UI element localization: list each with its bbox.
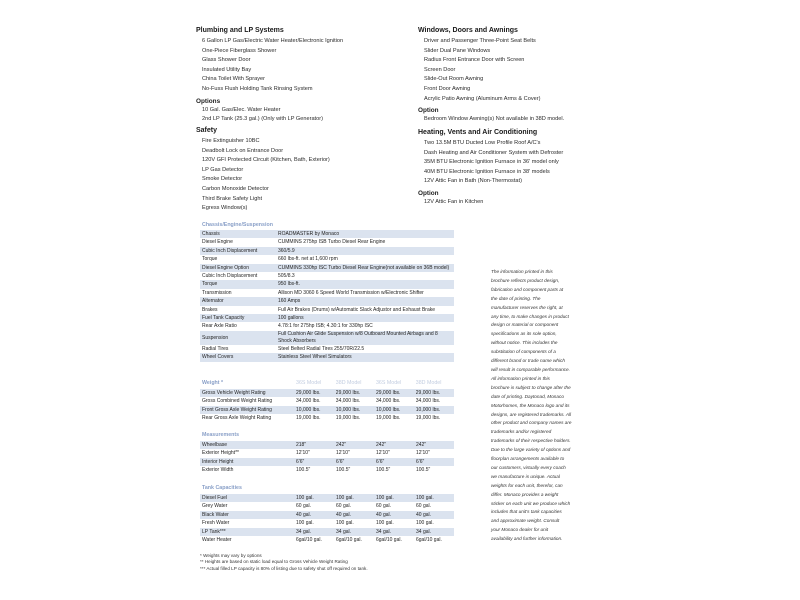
cell-value: 6gal/10 gal. bbox=[376, 537, 402, 544]
table-row bbox=[200, 272, 454, 280]
disclaimer-line: different brand or trade name which bbox=[491, 358, 565, 364]
table-row bbox=[200, 466, 454, 474]
disclaimer-line: The information printed in this bbox=[491, 269, 553, 274]
cell-value: 34,000 lbs. bbox=[375, 398, 401, 405]
model-header: 38D Model bbox=[415, 380, 442, 387]
list-item: Third Brake Safety Light bbox=[202, 195, 263, 202]
cell-value: 10,000 lbs. bbox=[414, 406, 454, 414]
cell-value: 100 gal. bbox=[336, 520, 354, 527]
cell-value: 34,000 lbs. bbox=[335, 398, 361, 405]
cell-value: 100.5" bbox=[296, 467, 311, 474]
row-label: Diesel Fuel bbox=[200, 494, 294, 502]
disclaimer bbox=[491, 268, 609, 544]
model-header: 38D Model bbox=[335, 380, 362, 387]
tanks-title: Tank Capacities bbox=[202, 485, 242, 492]
cell-value: 19,000 lbs. bbox=[415, 415, 441, 422]
cell-value: 40 gal. bbox=[294, 511, 334, 519]
cell-value: 218" bbox=[294, 441, 334, 449]
spec-label: Diesel Engine Option bbox=[200, 264, 276, 272]
list-item: 35M BTU Electronic Ignition Furnace in 36' model only bbox=[424, 159, 559, 166]
spec-value: 100 gallons bbox=[276, 314, 454, 322]
row-label: Fresh Water bbox=[202, 520, 230, 527]
plumbing-options-label: Options bbox=[196, 97, 221, 105]
disclaimer-line: Due to the large variety of options and bbox=[491, 447, 571, 453]
spec-label: Chassis bbox=[200, 230, 276, 238]
disclaimer-line: brochure reflects product design, bbox=[491, 277, 560, 283]
list-item: Deadbolt Lock on Entrance Door bbox=[202, 147, 284, 154]
cell-value: 100 gal. bbox=[294, 494, 334, 502]
disclaimer-line: manufacturer reserves the right, at bbox=[491, 304, 563, 310]
spec-label: Rear Axle Ratio bbox=[202, 323, 237, 330]
cell-value: 12'10" bbox=[336, 450, 350, 457]
cell-value: 60 gal. bbox=[336, 503, 352, 510]
measurements-table bbox=[200, 430, 454, 475]
spec-label: Diesel Engine bbox=[202, 239, 233, 246]
cell-value: 12'10" bbox=[296, 450, 310, 457]
disclaimer-line: design or material or component bbox=[491, 322, 559, 328]
cell-value: 6gal/10 gal. bbox=[296, 537, 322, 544]
spec-value: Full Cushion Air Glide Suspension w/8 Outboard Mounted Airbags and 8 Shock Absorbers bbox=[276, 331, 454, 345]
table-row bbox=[200, 314, 454, 322]
heating-option-label: Option bbox=[418, 189, 439, 197]
list-item: Slide-Out Room Awning bbox=[424, 76, 484, 83]
row-label: Exterior Height** bbox=[202, 450, 239, 457]
cell-value: 6'6" bbox=[294, 458, 334, 466]
table-row bbox=[200, 406, 454, 414]
spec-value: Allison MD 3060 6 Speed World Transmission w/Electronic Shifter bbox=[278, 289, 424, 296]
disclaimer-line: your Monaco dealer for unit bbox=[491, 527, 549, 533]
cell-value: 19,000 lbs. bbox=[335, 415, 361, 422]
spec-value: Stainless Steel Wheel Simulators bbox=[276, 353, 454, 361]
footnote: ** Heights are based on static load equal to Gross Vehicle Weight Rating bbox=[200, 559, 348, 565]
cell-value: 40 gal. bbox=[374, 511, 414, 519]
spec-value: 160 Amps bbox=[276, 297, 454, 305]
cell-value: 12'10" bbox=[376, 450, 390, 457]
disclaimer-line: includes that unit's tank capacities bbox=[491, 509, 562, 515]
footnote: * Weights may vary by options bbox=[200, 553, 262, 558]
row-label: Exterior Width bbox=[202, 467, 234, 474]
spec-label: Brakes bbox=[202, 306, 218, 313]
cell-value: 6'6" bbox=[334, 458, 374, 466]
cell-value: 100 gal. bbox=[334, 494, 374, 502]
row-label: Interior Height bbox=[200, 458, 294, 466]
cell-value: 242" bbox=[334, 441, 374, 449]
cell-value: 10,000 lbs. bbox=[334, 406, 374, 414]
disclaimer-line: trademarks of their respective holders. bbox=[491, 438, 571, 444]
spec-value: 360/5.9 bbox=[276, 247, 454, 255]
list-item: Screen Door bbox=[424, 66, 456, 73]
table-row bbox=[200, 230, 454, 238]
list-item: 12V Attic Fan in Bath (Non-Thermostat) bbox=[424, 178, 522, 185]
cell-value: 10,000 lbs. bbox=[374, 406, 414, 414]
list-item: Driver and Passenger Three-Point Seat Belts bbox=[424, 38, 536, 44]
spec-label: Radial Tires bbox=[202, 345, 229, 352]
plumbing-options-list bbox=[196, 106, 396, 125]
spec-label: Alternator bbox=[200, 297, 276, 305]
cell-value: 12'10" bbox=[416, 450, 430, 457]
list-item: 12V Attic Fan in Kitchen bbox=[424, 198, 484, 205]
cell-value: 100 gal. bbox=[296, 520, 314, 527]
windows-list bbox=[418, 37, 618, 104]
spec-value: 950 lbs-ft. bbox=[276, 280, 454, 288]
spec-label: Cubic Inch Displacement bbox=[200, 247, 276, 255]
footnote: *** Actual filled LP capacity is 80% of listing due to safety shut off required on tank. bbox=[200, 565, 368, 571]
list-item: Radius Front Entrance Door with Screen bbox=[424, 57, 525, 64]
model-header: 36S Model bbox=[296, 380, 322, 387]
model-header: 36S Model bbox=[375, 380, 402, 387]
cell-value: 60 gal. bbox=[376, 503, 392, 510]
list-item: 40M BTU Electronic Ignition Furnace in 38' models bbox=[424, 168, 550, 175]
disclaimer-line: without notice. This includes the bbox=[491, 340, 558, 346]
windows-title: Windows, Doors and Awnings bbox=[418, 27, 518, 34]
list-item: Dash Heating and Air Conditioner System with Defroster bbox=[424, 149, 564, 156]
cell-value: 19,000 lbs. bbox=[296, 415, 321, 422]
disclaimer-line: designs, are registered trademarks. All bbox=[491, 411, 572, 417]
spec-value: Full Air Brakes (Drums) w/Automatic Slack Adjustor and Exhaust Brake bbox=[278, 306, 436, 313]
table-row bbox=[200, 289, 454, 297]
weight-table bbox=[200, 378, 454, 423]
disclaimer-line: any time, to make changes in product bbox=[491, 313, 569, 319]
disclaimer-line: trademarks and/or registered bbox=[491, 429, 552, 435]
heating-options-list bbox=[418, 198, 618, 208]
cell-value: 6gal/10 gal. bbox=[416, 537, 442, 544]
cell-value: 60 gal. bbox=[416, 503, 432, 510]
cell-value: 100.5" bbox=[416, 467, 431, 474]
disclaimer-line: will result in comparable performance. bbox=[491, 366, 570, 372]
cell-value: 242" bbox=[374, 441, 414, 449]
safety-title: Safety bbox=[196, 127, 218, 134]
cell-value: 60 gal. bbox=[296, 503, 312, 510]
spec-value: Steel Belted Radial Tires 255/70R/22.5 bbox=[278, 345, 365, 352]
safety-section bbox=[196, 127, 396, 214]
cell-value: 100.5" bbox=[376, 467, 391, 474]
spec-label: Fuel Tank Capacity bbox=[200, 314, 276, 322]
table-row bbox=[200, 331, 454, 345]
table-row bbox=[200, 297, 454, 305]
table-row bbox=[200, 389, 454, 397]
list-item: Slider Dual Pane Windows bbox=[424, 47, 491, 54]
disclaimer-line: the date of printing. The bbox=[491, 295, 541, 301]
row-label: Water Heater bbox=[202, 537, 232, 544]
cell-value: 34 gal. bbox=[374, 528, 414, 536]
row-label: Rear Gross Axle Weight Rating bbox=[202, 415, 272, 422]
list-item: Carbon Monoxide Detector bbox=[202, 185, 269, 192]
table-row bbox=[200, 280, 454, 288]
spec-label: Torque bbox=[200, 280, 276, 288]
cell-value: 34 gal. bbox=[414, 528, 454, 536]
table-row bbox=[200, 345, 454, 353]
list-item: Bedroom Window Awning(s) Not available in 38D model. bbox=[424, 116, 565, 123]
row-label: Grey Water bbox=[202, 503, 228, 510]
cell-value: 100.5" bbox=[336, 467, 351, 474]
cell-value: 100 gal. bbox=[374, 494, 414, 502]
spec-label: Suspension bbox=[200, 331, 276, 345]
heating-title: Heating, Vents and Air Conditioning bbox=[418, 129, 538, 136]
cell-value: 34,000 lbs. bbox=[296, 398, 321, 405]
cell-value: 10,000 lbs. bbox=[294, 406, 334, 414]
disclaimer-line: substitution of components of a bbox=[491, 349, 556, 355]
cell-value: 40 gal. bbox=[334, 511, 374, 519]
cell-value: 100 gal. bbox=[414, 494, 454, 502]
heating-list bbox=[418, 139, 618, 187]
windows-option-label: Option bbox=[418, 107, 439, 115]
disclaimer-line: availability and further information. bbox=[491, 536, 563, 542]
disclaimer-line: Motorhomes, the Monaco logo and its bbox=[491, 402, 570, 408]
list-item: Fire Extinguisher 10BC bbox=[202, 138, 260, 144]
disclaimer-line: floorplan arrangements available to bbox=[491, 456, 565, 462]
list-item: Glass Shower Door bbox=[202, 57, 251, 64]
cell-value: 19,000 lbs. bbox=[375, 415, 401, 422]
table-row bbox=[200, 322, 454, 330]
list-item: 6 Gallon LP Gas/Electric Water Heater/Electronic Ignition bbox=[202, 38, 344, 44]
chassis-table bbox=[200, 220, 454, 362]
disclaimer-line: specifications as its sole option, bbox=[491, 331, 557, 337]
spec-label: Cubic Inch Displacement bbox=[202, 273, 258, 280]
disclaimer-line: sticker on each unit we produce which bbox=[491, 500, 571, 506]
table-row bbox=[200, 306, 454, 314]
list-item: LP Gas Detector bbox=[202, 166, 244, 173]
list-item: Smoke Detector bbox=[202, 176, 243, 183]
tanks-table bbox=[200, 483, 454, 544]
chassis-title: Chassis/Engine/Suspension bbox=[202, 221, 273, 228]
spec-value: ROADMASTER by Monaco bbox=[276, 230, 454, 238]
list-item: No-Fuss Flush Holding Tank Rinsing System bbox=[202, 85, 313, 92]
table-row bbox=[200, 449, 454, 457]
table-row bbox=[200, 247, 454, 255]
list-item: 2nd LP Tank (25.3 gal.) (Only with LP Generator) bbox=[202, 116, 323, 123]
table-row bbox=[200, 264, 454, 272]
heating-section bbox=[418, 129, 618, 208]
cell-value: 29,000 lbs. bbox=[334, 389, 374, 397]
plumbing-title: Plumbing and LP Systems bbox=[196, 27, 284, 34]
row-label: Gross Vehicle Weight Rating bbox=[200, 389, 294, 397]
table-row bbox=[200, 502, 454, 510]
list-item: One-Piece Fiberglass Shower bbox=[202, 47, 277, 54]
row-label: Wheelbase bbox=[200, 441, 294, 449]
disclaimer-line: date of printing. Daytonad, Monaco bbox=[491, 393, 564, 399]
table-row bbox=[200, 353, 454, 361]
cell-value: 6gal/10 gal. bbox=[336, 537, 362, 544]
spec-value: 4.78:1 for 275hp ISB; 4.30:1 for 330hp ISC bbox=[278, 323, 373, 330]
footnotes bbox=[200, 553, 368, 572]
weight-title: Weight * bbox=[202, 380, 224, 387]
row-label: Front Gross Axle Weight Rating bbox=[200, 406, 294, 414]
row-label: Black Water bbox=[200, 511, 294, 519]
list-item: China Toilet With Sprayer bbox=[202, 76, 266, 83]
disclaimer-line: weights for each unit, therefor, can bbox=[491, 482, 563, 488]
disclaimer-line: brochure is subject to change after the bbox=[491, 384, 571, 390]
row-label: Gross Combined Weight Rating bbox=[202, 398, 273, 405]
list-item: Two 13.5M BTU Ducted Low Profile Roof A/C's bbox=[424, 140, 541, 146]
cell-value: 29,000 lbs. bbox=[374, 389, 414, 397]
spec-value: CUMMINS 275hp ISB Turbo Diesel Rear Engine bbox=[278, 239, 386, 246]
table-row bbox=[200, 528, 454, 536]
table-row bbox=[200, 414, 454, 422]
plumbing-section bbox=[196, 27, 396, 125]
cell-value: 34,000 lbs. bbox=[415, 398, 441, 405]
spec-value: 660 lbs-ft. net at 1,600 rpm bbox=[278, 256, 338, 263]
list-item: Insulated Utility Bay bbox=[202, 66, 252, 73]
table-row bbox=[200, 519, 454, 527]
spec-value: CUMMINS 330hp ISC Turbo Diesel Rear Engine(not available on 36B model) bbox=[276, 264, 454, 272]
table-row bbox=[200, 511, 454, 519]
cell-value: 34 gal. bbox=[294, 528, 334, 536]
spec-value: 505/8.3 bbox=[278, 273, 295, 280]
disclaimer-line: fabrication and component parts at bbox=[491, 286, 564, 292]
windows-section bbox=[418, 27, 618, 125]
cell-value: 34 gal. bbox=[334, 528, 374, 536]
spec-label: Torque bbox=[202, 256, 218, 263]
list-item: Egress Window(s) bbox=[202, 205, 248, 212]
cell-value: 6'6" bbox=[414, 458, 454, 466]
disclaimer-line: differ. Monaco provides a weight bbox=[491, 491, 559, 497]
disclaimer-line: other product and company names are bbox=[491, 420, 572, 426]
table-row bbox=[200, 238, 454, 246]
list-item: Front Door Awning bbox=[424, 85, 471, 92]
cell-value: 29,000 lbs. bbox=[294, 389, 334, 397]
row-label: LP Tank*** bbox=[200, 528, 294, 536]
measurements-title: Measurements bbox=[202, 432, 240, 439]
cell-value: 242" bbox=[414, 441, 454, 449]
plumbing-list bbox=[196, 37, 396, 95]
windows-options-list bbox=[418, 115, 618, 125]
table-row bbox=[200, 458, 454, 466]
table-row bbox=[200, 494, 454, 502]
cell-value: 6'6" bbox=[374, 458, 414, 466]
list-item: Acrylic Patio Awning (Aluminum Arms & Cover) bbox=[424, 95, 541, 102]
table-row bbox=[200, 536, 454, 544]
safety-list bbox=[196, 137, 396, 214]
list-item: 120V GFI Protected Circuit (Kitchen, Bath, Exterior) bbox=[202, 157, 330, 164]
table-row bbox=[200, 397, 454, 405]
list-item: 10 Gal. Gas/Elec. Water Heater bbox=[202, 106, 281, 113]
cell-value: 40 gal. bbox=[414, 511, 454, 519]
spec-label: Transmission bbox=[202, 289, 232, 296]
cell-value: 100 gal. bbox=[416, 520, 434, 527]
disclaimer-line: we manufacture is unique. Actual bbox=[491, 473, 560, 479]
spec-label: Wheel Covers bbox=[200, 353, 276, 361]
table-row bbox=[200, 255, 454, 263]
disclaimer-line: All information printed in this bbox=[491, 375, 550, 381]
cell-value: 100 gal. bbox=[376, 520, 394, 527]
cell-value: 29,000 lbs. bbox=[414, 389, 454, 397]
disclaimer-line: our customers, virtually every coach bbox=[491, 464, 566, 470]
disclaimer-line: and approximate weight. Consult bbox=[491, 518, 560, 524]
table-row bbox=[200, 441, 454, 449]
